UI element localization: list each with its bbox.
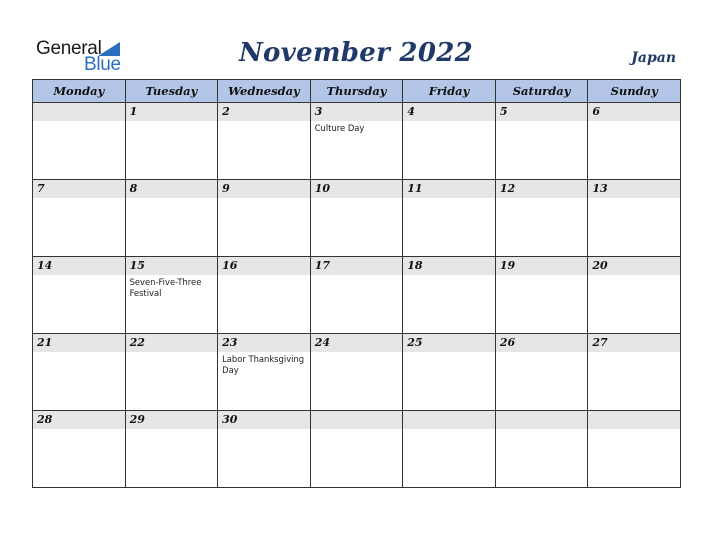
day-cell	[125, 180, 218, 257]
week-row	[33, 411, 681, 488]
day-cell	[218, 257, 311, 334]
day-event	[588, 429, 680, 431]
day-event: Labor Thanksgiving Day	[222, 354, 305, 375]
day-event: Seven-Five-Three Festival	[129, 277, 202, 298]
day-number: 15	[126, 257, 218, 275]
day-event: Culture Day	[314, 123, 365, 133]
day-event	[311, 275, 403, 277]
day-event	[126, 198, 218, 200]
day-event	[588, 198, 680, 200]
day-event	[588, 352, 680, 354]
day-cell	[403, 180, 496, 257]
day-cell	[125, 411, 218, 488]
day-cell	[403, 334, 496, 411]
day-cell	[33, 103, 126, 180]
day-number: 17	[311, 257, 403, 275]
day-number: 10	[311, 180, 403, 198]
day-event	[218, 275, 310, 277]
day-cell	[33, 180, 126, 257]
day-number: 23	[218, 334, 310, 352]
day-event	[496, 198, 588, 200]
day-event	[403, 275, 495, 277]
day-number: 1	[126, 103, 218, 121]
day-number: 13	[588, 180, 680, 198]
day-cell	[495, 103, 588, 180]
day-number: 5	[496, 103, 588, 121]
day-number: 29	[126, 411, 218, 429]
day-cell	[310, 334, 403, 411]
day-number: 8	[126, 180, 218, 198]
week-row	[33, 334, 681, 411]
logo-text-blue: Blue	[84, 54, 121, 75]
day-number: 2	[218, 103, 310, 121]
weekday-header: Monday	[33, 80, 126, 103]
day-cell	[310, 411, 403, 488]
day-event	[218, 429, 310, 431]
day-event	[588, 121, 680, 123]
day-cell	[588, 103, 681, 180]
day-event	[496, 121, 588, 123]
weekday-header: Tuesday	[125, 80, 218, 103]
day-event	[218, 121, 310, 123]
day-cell	[310, 103, 403, 180]
calendar-grid	[32, 79, 681, 488]
day-event	[496, 275, 588, 277]
weekday-header-row	[33, 80, 681, 103]
week-row	[33, 257, 681, 334]
day-event	[496, 352, 588, 354]
day-event	[403, 429, 495, 431]
week-row	[33, 103, 681, 180]
day-event	[311, 352, 403, 354]
day-number	[403, 411, 495, 429]
day-number: 21	[33, 334, 125, 352]
day-number: 28	[33, 411, 125, 429]
day-cell	[403, 411, 496, 488]
day-cell	[588, 334, 681, 411]
day-number: 6	[588, 103, 680, 121]
day-cell	[33, 411, 126, 488]
day-cell	[403, 103, 496, 180]
day-number: 7	[33, 180, 125, 198]
day-event	[126, 429, 218, 431]
day-cell	[125, 103, 218, 180]
day-event	[588, 275, 680, 277]
day-number: 27	[588, 334, 680, 352]
day-cell	[218, 334, 311, 411]
day-event	[33, 275, 125, 277]
day-cell	[125, 257, 218, 334]
day-number: 3	[311, 103, 403, 121]
day-cell	[495, 257, 588, 334]
day-event	[403, 121, 495, 123]
day-cell	[310, 180, 403, 257]
day-number: 25	[403, 334, 495, 352]
day-number: 16	[218, 257, 310, 275]
day-number: 11	[403, 180, 495, 198]
day-number: 12	[496, 180, 588, 198]
day-number: 26	[496, 334, 588, 352]
country-label: Japan	[631, 50, 676, 66]
day-event	[496, 429, 588, 431]
day-number: 18	[403, 257, 495, 275]
day-number: 19	[496, 257, 588, 275]
day-number: 22	[126, 334, 218, 352]
week-row	[33, 180, 681, 257]
page-title: November 2022	[238, 38, 473, 68]
day-event	[311, 198, 403, 200]
day-number	[33, 103, 125, 121]
day-cell	[495, 180, 588, 257]
day-cell	[33, 334, 126, 411]
day-cell	[495, 334, 588, 411]
day-cell	[588, 180, 681, 257]
day-event	[403, 352, 495, 354]
day-cell	[218, 411, 311, 488]
day-cell	[125, 334, 218, 411]
day-event	[33, 121, 125, 123]
logo-text-general: General	[36, 38, 102, 59]
day-number: 20	[588, 257, 680, 275]
day-cell	[588, 257, 681, 334]
day-number	[588, 411, 680, 429]
day-cell	[403, 257, 496, 334]
day-event	[33, 352, 125, 354]
weekday-header: Wednesday	[218, 80, 311, 103]
weekday-header: Sunday	[588, 80, 681, 103]
day-cell	[33, 257, 126, 334]
day-number	[311, 411, 403, 429]
day-event	[126, 352, 218, 354]
day-event	[403, 198, 495, 200]
day-cell	[495, 411, 588, 488]
day-event	[218, 198, 310, 200]
weekday-header: Saturday	[495, 80, 588, 103]
day-number	[496, 411, 588, 429]
weekday-header: Friday	[403, 80, 496, 103]
day-cell	[310, 257, 403, 334]
weekday-header: Thursday	[310, 80, 403, 103]
day-cell	[218, 180, 311, 257]
day-number: 14	[33, 257, 125, 275]
day-event	[311, 429, 403, 431]
day-event	[33, 429, 125, 431]
day-number: 30	[218, 411, 310, 429]
day-event	[33, 198, 125, 200]
day-cell	[588, 411, 681, 488]
day-cell	[218, 103, 311, 180]
day-number: 24	[311, 334, 403, 352]
day-number: 9	[218, 180, 310, 198]
day-event	[126, 121, 218, 123]
day-number: 4	[403, 103, 495, 121]
